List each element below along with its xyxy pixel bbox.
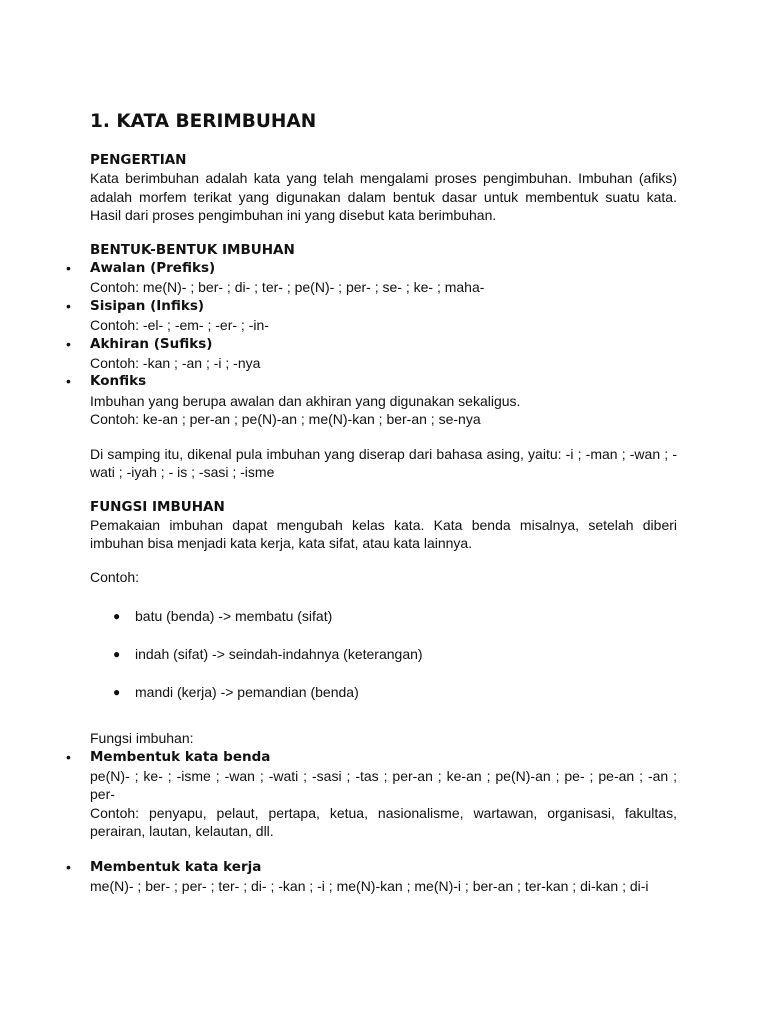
item-example: Contoh: -el- ; -em- ; -er- ; -in-: [90, 317, 269, 334]
bullet-icon: •: [66, 373, 71, 390]
bullet-icon: ●: [113, 685, 121, 700]
item-affixes: me(N)- ; ber- ; per- ; ter- ; di- ; -kan ; -i ; me(N)-kan ; me(N)-i ; ber-an ; ter-kan ; di-kan ; di-i: [90, 877, 649, 894]
pengertian-heading: PENGERTIAN: [90, 152, 187, 168]
item-description: Imbuhan yang berupa awalan dan akhiran yang digunakan sekaligus.: [90, 392, 521, 409]
document-content: [66, 110, 677, 895]
bullet-icon: •: [66, 748, 71, 765]
bullet-icon: •: [66, 335, 71, 352]
bullet-icon: •: [66, 260, 71, 277]
example-item: [113, 683, 677, 721]
item-example: Contoh: penyapu, pelaut, pertapa, ketua, nasionalisme, wartawan, organisasi, fakultas, perairan, lautan, kelautan, dll.: [90, 804, 677, 840]
item-label: Membentuk kata kerja: [90, 858, 262, 875]
list-item-sisipan: [66, 297, 677, 335]
serapan-text: Di samping itu, dikenal pula imbuhan yang diserap dari bahasa asing, yaitu: -i ; -man ; -wan ; -wati ; -iyah ; - is ; -sasi ; -isme: [90, 445, 677, 481]
list-item-konfiks: [66, 372, 677, 428]
item-label: Membentuk kata benda: [90, 748, 271, 765]
fungsi-imbuhan-label: Fungsi imbuhan:: [90, 730, 194, 747]
example-text: indah (sifat) -> seindah-indahnya (keterangan): [135, 646, 423, 663]
item-example: Contoh: me(N)- ; ber- ; di- ; ter- ; pe(N)- ; per- ; se- ; ke- ; maha-: [90, 279, 485, 296]
list-item-kata-kerja: [66, 858, 677, 896]
bullet-icon: •: [66, 858, 71, 875]
example-list: [90, 607, 677, 721]
example-text: batu (benda) -> membatu (sifat): [135, 608, 333, 625]
fungsi-heading: FUNGSI IMBUHAN: [90, 498, 225, 515]
list-item-awalan: [66, 259, 677, 297]
item-label: Akhiran (Sufiks): [90, 335, 213, 352]
bentuk-heading: BENTUK-BENTUK IMBUHAN: [90, 241, 295, 258]
document-title: 1. KATA BERIMBUHAN: [90, 111, 317, 132]
item-label: Sisipan (Infiks): [90, 297, 205, 314]
item-affixes: pe(N)- ; ke- ; -isme ; -wan ; -wati ; -sasi ; -tas ; per-an ; ke-an ; pe(N)-an ; pe- ; pe-an ; -an ; per-: [90, 767, 677, 803]
example-text: mandi (kerja) -> pemandian (benda): [135, 684, 359, 701]
bullet-icon: ●: [113, 609, 121, 624]
item-label: Konfiks: [90, 373, 147, 390]
pengertian-text: Kata berimbuhan adalah kata yang telah mengalami proses pengimbuhan. Imbuhan (afiks) adalah morfem terikat yang digunakan dalam bentuk dasar untuk membentuk suatu kata. Hasil dari proses pengimbuhan ini yang disebut kata berimbuhan.: [90, 170, 677, 224]
list-item-kata-benda: [66, 748, 677, 841]
bentuk-list: [66, 259, 677, 429]
contoh-label: Contoh:: [90, 568, 140, 585]
item-example: Contoh: -kan ; -an ; -i ; -nya: [90, 355, 261, 372]
fungsi-text: Pemakaian imbuhan dapat mengubah kelas kata. Kata benda misalnya, setelah diberi imbuhan bisa menjadi kata kerja, kata sifat, atau kata lainnya.: [90, 516, 677, 552]
list-item-akhiran: [66, 335, 677, 373]
example-item: [113, 645, 677, 683]
bullet-icon: •: [66, 297, 71, 314]
item-label: Awalan (Prefiks): [90, 260, 216, 277]
item-example: Contoh: ke-an ; per-an ; pe(N)-an ; me(N)-kan ; ber-an ; se-nya: [90, 411, 481, 428]
fungsi-list: [66, 748, 677, 896]
example-item: [113, 607, 677, 645]
bullet-icon: ●: [113, 647, 121, 662]
